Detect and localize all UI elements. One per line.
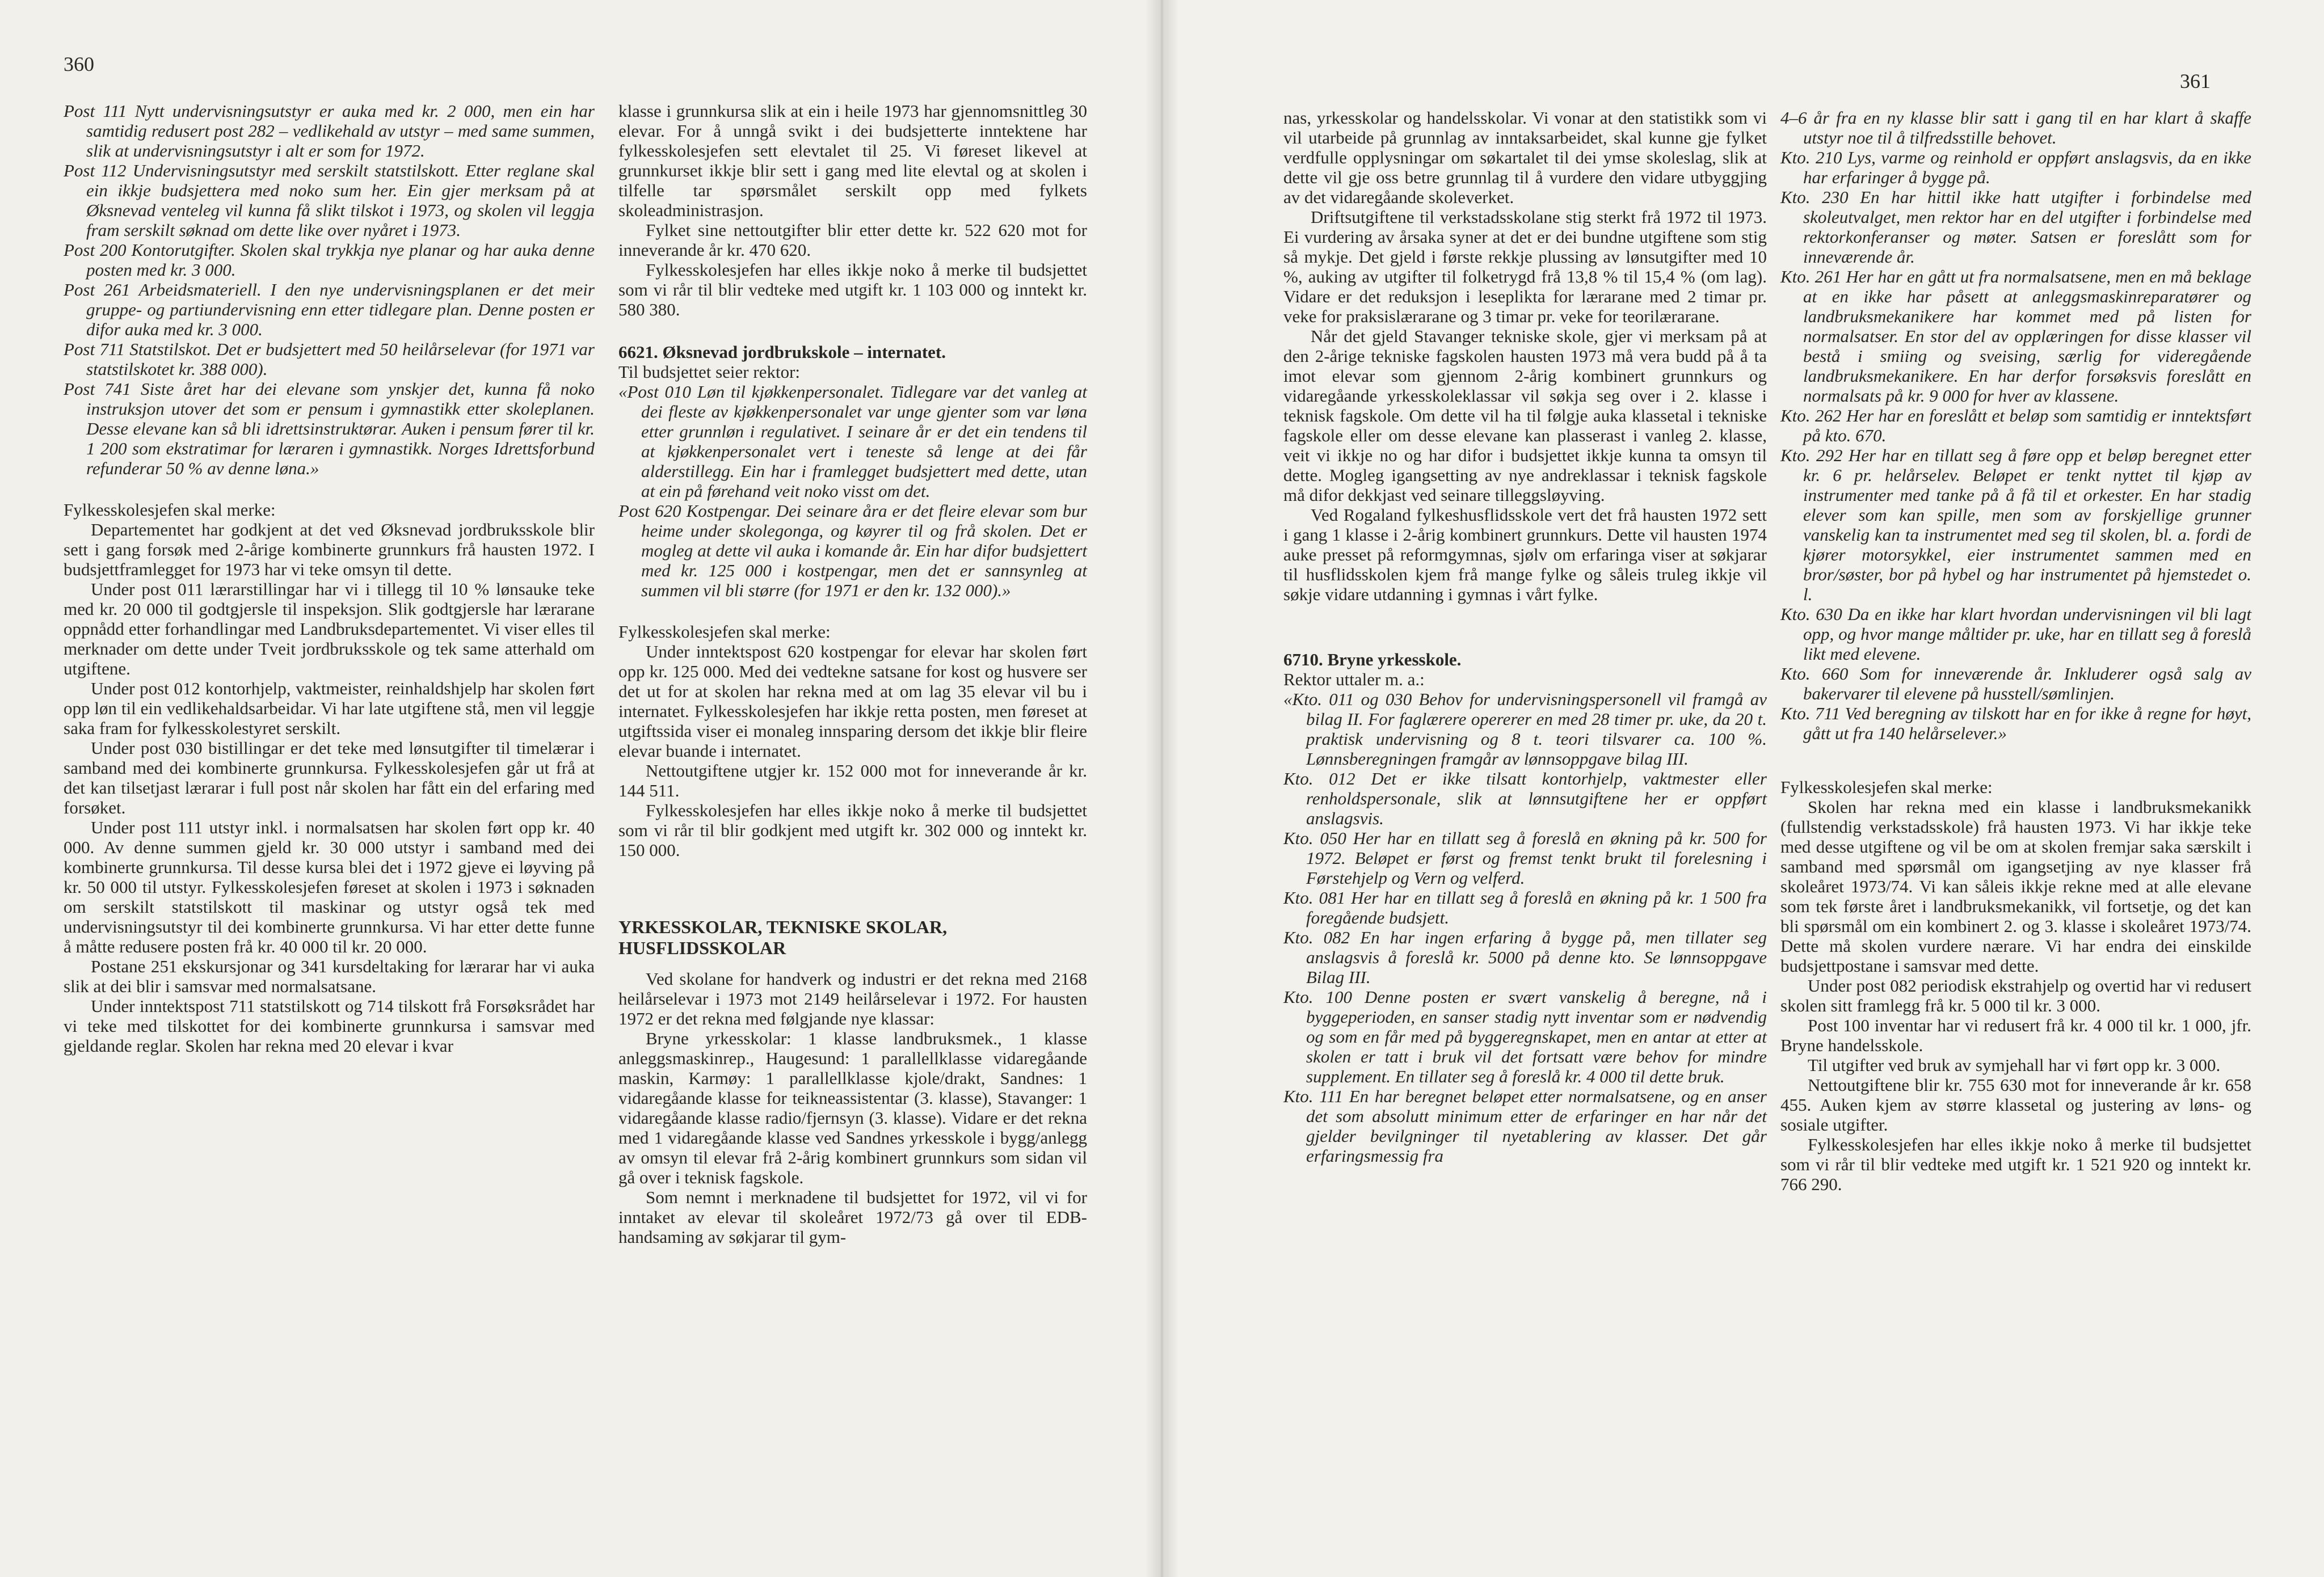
paragraph: Kto. 292 Her har en tillatt seg å føre opp et beløp beregnet etter kr. 6 pr. helårselev. Beløpet er tenkt nyttet til kjøp av instrumenter med tanke på å få til et orkester. En har stadig elever som kan spille, men som av forskjellige grunner vanskelig kan ta instrumentet med seg til skolen, bl. a. fordi de kjører motorsykkel, eier instrumentet sammen med en bror/søster, bor på hybel og har instrumentet på hjemstedet o. l. [1780, 445, 2251, 604]
paragraph: Kto. 261 Her har en gått ut fra normalsatsene, men en må beklage at en ikke har påsett at anleggsmaskinreparatører og landbruksmekanikere har kommet med på listen for normalsatser. En stor del av opplæringen for disse klasser vil bestå i smiing og sveising, særlig for videregående landbruksmekanikere. En har derfor forsøksvis foreslått en normalsats på kr. 9 000 for hver av klassene. [1780, 267, 2251, 406]
paragraph: Fylkesskolesjefen har elles ikkje noko å merke til budsjettet som vi rår til blir vedteke med utgift kr. 1 103 000 og inntekt kr. 580 380. [618, 260, 1087, 319]
paragraph: Fylkesskolesjefen skal merke: [618, 622, 831, 642]
right-column-1 [1283, 108, 1767, 1166]
paragraph: Driftsutgiftene til verkstadsskolane stig sterkt frå 1972 til 1973. Ei vurdering av årsaka syner at det er dei bundne utgiftene som stig så mykje. Det gjeld i første rekkje plussing av lønsutgifter med 10 %, auking av utgifter til folketrygd frå 13,8 % til 15,4 % (om lag). Vidare er det reduksjon i leseplikta for lærarane med 2 timar pr. veke for praksislærarane og 3 timar pr. veke for teorilærarane. [1283, 207, 1767, 326]
paragraph: Kto. 111 En har beregnet beløpet etter normalsatsene, og en anser det som absolutt minimum etter de erfaringer en har når det gjelder bevilgninger til nyetablering av klasser. Det går erfaringsmessig fra [1283, 1086, 1767, 1166]
paragraph: Fylkesskolesjefen skal merke: [64, 500, 276, 520]
paragraph: Kto. 050 Her har en tillatt seg å foreslå en økning på kr. 500 for 1972. Beløpet er først og fremst tenkt brukt til forelesning i Førstehjelp og Vern og velferd. [1283, 828, 1767, 888]
paragraph: Fylkesskolesjefen har elles ikkje noko å merke til budsjettet som vi rår til blir godkjent med utgift kr. 302 000 og inntekt kr. 150 000. [618, 800, 1087, 860]
paragraph: Ved Rogaland fylkeshusflidsskole vert det frå hausten 1972 sett i gang 1 klasse i 2-årig kombinert grunnkurs. Dette vil hausten 1974 auke presset på reformgymnas, sjølv om erfaringa viser at søkjarar til husflidsskolen kjem frå mange fylke og såleis truleg ikkje vil søkje vidare utdanning i gymnas i vårt fylke. [1283, 505, 1767, 604]
paragraph: Under inntektspost 620 kostpengar for elevar har skolen ført opp kr. 125 000. Med dei vedtekne satsane for kost og husvere ser det ut for at skolen har rekna med at om lag 35 elevar vil bu i internatet. Fylkesskolesjefen har ikkje retta posten, men føreset at utgiftssida viser ei monaleg innsparing dersom det ikkje blir fleire elevar buande i internatet. [618, 642, 1087, 761]
paragraph: Post 112 Undervisningsutstyr med serskilt statstilskott. Etter reglane skal ein ikkje budsjettera med noko sum her. Ein gjer merksam på at Øksnevad venteleg vil kunna få slikt tilskot i 1973, og skolen vil leggja fram serskilt søknad om dette like over nyåret i 1973. [64, 161, 595, 240]
left-column-1 [64, 101, 595, 1056]
paragraph: Under post 111 utstyr inkl. i normalsatsen har skolen ført opp kr. 40 000. Av denne summen gjeld kr. 30 000 utstyr i samband med dei kombinerte grunnkursa. Til desse kursa blei det i 1972 gjeve ei løyving på kr. 50 000 til utstyr. Fylkesskolesjefen føreset at skolen i 1973 i søknaden om serskilt statstilskott til maskinar og utstyr også tek med undervisningsutstyr til dei kombinerte grunnkursa. Vi har etter dette funne å måtte redusere posten frå kr. 40 000 til kr. 20 000. [64, 817, 595, 956]
paragraph: Kto. 711 Ved beregning av tilskott har en for ikke å regne for høyt, gått ut fra 140 helårselever.» [1780, 703, 2251, 743]
paragraph: Postane 251 ekskursjonar og 341 kursdeltaking for lærarar har vi auka slik at dei blir i samsvar med normalsatsane. [64, 956, 595, 996]
paragraph: Post 100 inventar har vi redusert frå kr. 4 000 til kr. 1 000, jfr. Bryne handelsskole. [1780, 1015, 2251, 1055]
paragraph: Under post 082 periodisk ekstrahjelp og overtid har vi redusert skolen sitt framlegg frå kr. 5 000 til kr. 3 000. [1780, 976, 2251, 1015]
paragraph: Rektor uttaler m. a.: [1283, 669, 1425, 689]
section-heading: YRKESSKOLAR, TEKNISKE SKOLAR, HUSFLIDSSKOLAR [618, 917, 948, 958]
paragraph: Ved skolane for handverk og industri er det rekna med 2168 heilårselevar i 1973 mot 2149 heilårselevar i 1972. For hausten 1972 er det rekna med følgjande nye klassar: [618, 969, 1087, 1028]
paragraph: Under post 012 kontorhjelp, vaktmeister, reinhaldshjelp har skolen ført opp løn til ein vedlikehaldsarbeidar. Vi har late utgiftene stå, men vil leggje saka fram for fylkesskolestyret serskilt. [64, 678, 595, 738]
paragraph: Post 711 Statstilskot. Det er budsjettert med 50 heilårselevar (for 1971 var statstilskotet kr. 388 000). [64, 339, 595, 379]
paragraph: Nettoutgiftene blir kr. 755 630 mot for inneverande år kr. 658 455. Auken kjem av større klassetal og justering av løns- og sosiale utgifter. [1780, 1075, 2251, 1135]
paragraph: Under post 011 lærarstillingar har vi i tillegg til 10 % lønsauke teke med kr. 20 000 til godtgjersle til inspeksjon. Slik godtgjersle har lærarane oppnådd etter forhandlingar med Landbruksdepartementet. Vi viser elles til merknader om dette under Tveit jordbruksskole og tek same atterhald om utgiftene. [64, 579, 595, 678]
paragraph: «Post 010 Løn til kjøkkenpersonalet. Tidlegare var det vanleg at dei fleste av kjøkkenpersonalet var unge gjenter som var løna etter grunnløn i regulativet. I seinare år er det ein tendens til at kjøkkenpersonalet vert i teneste så lenge at dei får alderstillegg. Ein har i framlegget budsjettert med dette, utan at ein på førehand veit noko visst om det. [618, 382, 1087, 501]
paragraph: Fylkesskolesjefen har elles ikkje noko å merke til budsjettet som vi rår til blir vedteke med utgift kr. 1 521 920 og inntekt kr. 766 290. [1780, 1135, 2251, 1194]
paragraph: Post 741 Siste året har dei elevane som ynskjer det, kunna få noko instruksjon utover det som er pensum i gymnastikk etter skoleplanen. Desse elevane kan så bli idrettsinstruktørar. Auken i pensum fører til kr. 1 200 som ekstratimar for læraren i gymnastikk. Norges Idrettsforbund refunderar 50 % av denne løna.» [64, 379, 595, 478]
paragraph: Post 620 Kostpengar. Dei seinare åra er det fleire elevar som bur heime under skolegonga, og køyrer til og frå skolen. Det er mogleg at dette vil auka i komande år. Ein har difor budsjettert med kr. 125 000 i kostpengar, men det er sannsynleg at summen vil bli større (for 1971 er den kr. 132 000).» [618, 501, 1087, 600]
paragraph: Kto. 230 En har hittil ikke hatt utgifter i forbindelse med skoleutvalget, men rektor har en del utgifter i forbindelse med rektorkonferanser og møter. Satsen er foreslått som for inneværende år. [1780, 187, 2251, 267]
paragraph: 4–6 år fra en ny klasse blir satt i gang til en har klart å skaffe utstyr noe til å tilfredsstille behovet. [1780, 108, 2251, 147]
page-number-right: 361 [2180, 70, 2211, 92]
paragraph: Som nemnt i merknadene til budsjettet for 1972, vil vi for inntaket av elevar til skoleåret 1972/73 gå over til EDB-handsaming av søkjarar til gym- [618, 1187, 1087, 1247]
paragraph: Kto. 210 Lys, varme og reinhold er oppført anslagsvis, da en ikke har erfaringer å bygge på. [1780, 147, 2251, 187]
paragraph: Fylket sine nettoutgifter blir etter dette kr. 522 620 mot for inneverande år kr. 470 620. [618, 220, 1087, 260]
paragraph: Kto. 100 Denne posten er svært vanskelig å beregne, nå i byggeperioden, en sanser stadig nytt inventar som er nødvendig og som en får med på byggeregnskapet, men en antar at etter at skolen er tatt i bruk vil det fortsatt være behov for mindre supplement. En tillater seg å foreslå kr. 4 000 til dette bruk. [1283, 987, 1767, 1086]
paragraph: Bryne yrkesskolar: 1 klasse landbruksmek., 1 klasse anleggsmaskinrep., Haugesund: 1 parallellklasse vidaregåande maskin, Karmøy: 1 parallellklasse kjole/drakt, Sandnes: 1 vidaregåande klasse for teikneassistentar (3. klasse), Stavanger: 1 vidaregåande klasse radio/fjernsyn (3. klasse). Vidare er det rekna med 1 vidaregåande klasse ved Sandnes yrkesskole i bygg/anlegg av omsyn til elevar frå 2-årig kombinert grunnkurs som sidan vil gå over i teknisk fagskole. [618, 1028, 1087, 1187]
paragraph: Kto. 081 Her har en tillatt seg å foreslå en økning på kr. 1 500 fra foregående budsjett. [1283, 888, 1767, 927]
left-column-2 [618, 101, 1087, 1247]
paragraph: Kto. 262 Her har en foreslått et beløp som samtidig er inntektsført på kto. 670. [1780, 406, 2251, 445]
paragraph: Nettoutgiftene utgjer kr. 152 000 mot for inneverande år kr. 144 511. [618, 761, 1087, 800]
section-heading: 6710. Bryne yrkesskole. [1283, 650, 1462, 669]
paragraph: Skolen har rekna med ein klasse i landbruksmekanikk (fullstendig verkstadsskole) frå hausten 1973. Vi har ikkje teke med desse utgiftene og vil be om at skolen fremjar saka særskilt i samband med spørsmål om igangsetjing av nye klasser frå skoleåret 1973/74. Vi kan såleis ikkje rekne med at alle elevane som tek første året i landbruksmekanikk, vil fortsetje, og det kan bli spørsmål om ein kombinert 2. og 3. klasse i skoleåret 1973/74. Dette må skolen vurdere nærare. Vi har endra dei einskilde budsjettpostane i samsvar med dette. [1780, 797, 2251, 976]
right-column-2 [1780, 108, 2251, 1194]
paragraph: Fylkesskolesjefen skal merke: [1780, 777, 1993, 797]
paragraph: Kto. 660 Som for inneværende år. Inkluderer også salg av bakervarer til elevene på husstell/sømlinjen. [1780, 664, 2251, 703]
paragraph: Under post 030 bistillingar er det teke med lønsutgifter til timelærar i samband med dei kombinerte grunnkursa. Fylkesskolesjefen går ut frå at det kan tilsetjast lærarar i full post når skolen har fått ein del erfaring med forsøket. [64, 738, 595, 817]
paragraph: Til budsjettet seier rektor: [618, 362, 801, 382]
paragraph: Under inntektspost 711 statstilskott og 714 tilskott frå Forsøksrådet har vi teke med tilskottet for dei kombinerte grunnkursa i samsvar med gjeldande reglar. Skolen har rekna med 20 elevar i kvar [64, 996, 595, 1056]
paragraph: Kto. 012 Det er ikke tilsatt kontorhjelp, vaktmester eller renholdspersonale, slik at lønnsutgiftene her er oppført anslagsvis. [1283, 769, 1767, 828]
page-number-left: 360 [64, 53, 94, 75]
paragraph: Departementet har godkjent at det ved Øksnevad jordbruksskole blir sett i gang forsøk med 2-årige kombinerte grunnkurs frå hausten 1972. I budsjettframlegget for 1973 har vi teke omsyn til dette. [64, 520, 595, 579]
paragraph: nas, yrkesskolar og handelsskolar. Vi vonar at den statistikk som vi vil utarbeide på grunnlag av inntaksarbeidet, skal kunne gje fylket verdfulle opplysningar om søkartalet til dei ymse skoleslag, slik at dette vil gje oss betre grunnlag til å vurdere den vidare utbyggjing av det vidaregåande skoleverket. [1283, 108, 1767, 207]
right-page [1162, 0, 2324, 1577]
paragraph: klasse i grunnkursa slik at ein i heile 1973 har gjennomsnittleg 30 elevar. For å unngå svikt i dei budsjetterte inntektene har fylkesskolesjefen sett elevtalet til 25. Vi føreset likevel at grunnkurset ikkje blir sett i gang med lite elevtal og at skolen i tilfelle tar spørsmålet serskilt opp med fylkets skoleadministrasjon. [618, 101, 1087, 220]
paragraph: Post 111 Nytt undervisningsutstyr er auka med kr. 2 000, men ein har samtidig redusert post 282 – vedlikehald av utstyr – med same summen, slik at undervisningsutstyr i alt er som for 1972. [64, 101, 595, 161]
paragraph: Til utgifter ved bruk av symjehall har vi ført opp kr. 3 000. [1808, 1055, 2221, 1075]
paragraph: Post 200 Kontorutgifter. Skolen skal trykkja nye planar og har auka denne posten med kr. 3 000. [64, 240, 595, 280]
section-heading: 6621. Øksnevad jordbrukskole – internatet. [618, 342, 946, 362]
paragraph: Post 261 Arbeidsmateriell. I den nye undervisningsplanen er det meir gruppe- og partiundervisning enn etter tidlegare plan. Denne posten er difor auka med kr. 3 000. [64, 280, 595, 339]
paragraph: «Kto. 011 og 030 Behov for undervisningspersonell vil framgå av bilag II. For faglærere opererer en med 28 timer pr. uke, da 20 t. praktisk undervisning og 8 t. teori tilsvarer ca. 100 %. Lønnsberegningen framgår av lønnsoppgave bilag III. [1283, 689, 1767, 769]
paragraph: Kto. 082 En har ingen erfaring å bygge på, men tillater seg anslagsvis å foreslå kr. 5000 på denne kto. Se lønnsoppgave Bilag III. [1283, 927, 1767, 987]
paragraph: Når det gjeld Stavanger tekniske skole, gjer vi merksam på at den 2-årige tekniske fagskolen hausten 1973 må vera budd på å ta imot elevar som gjennom 2-årig kombinert grunnkurs og vidaregåande yrkesskoleklassar vil søkja seg over i 2. klasse i teknisk fagskole. Om dette vil ha til følgje auka klassetal i tekniske fagskole eller om desse elevane kan plasserast i vanleg 2. klasse, veit vi ikkje no og har difor i budsjettet ikkje kunna ta omsyn til dette. Mogleg igangsetting av nye andreklassar i teknisk fagskole må difor dekkjast ved seinare tilleggsløyving. [1283, 326, 1767, 505]
paragraph: Kto. 630 Da en ikke har klart hvordan undervisningen vil bli lagt opp, og hvor mange måltider pr. uke, har en tillatt seg å foreslå likt med elevene. [1780, 604, 2251, 664]
